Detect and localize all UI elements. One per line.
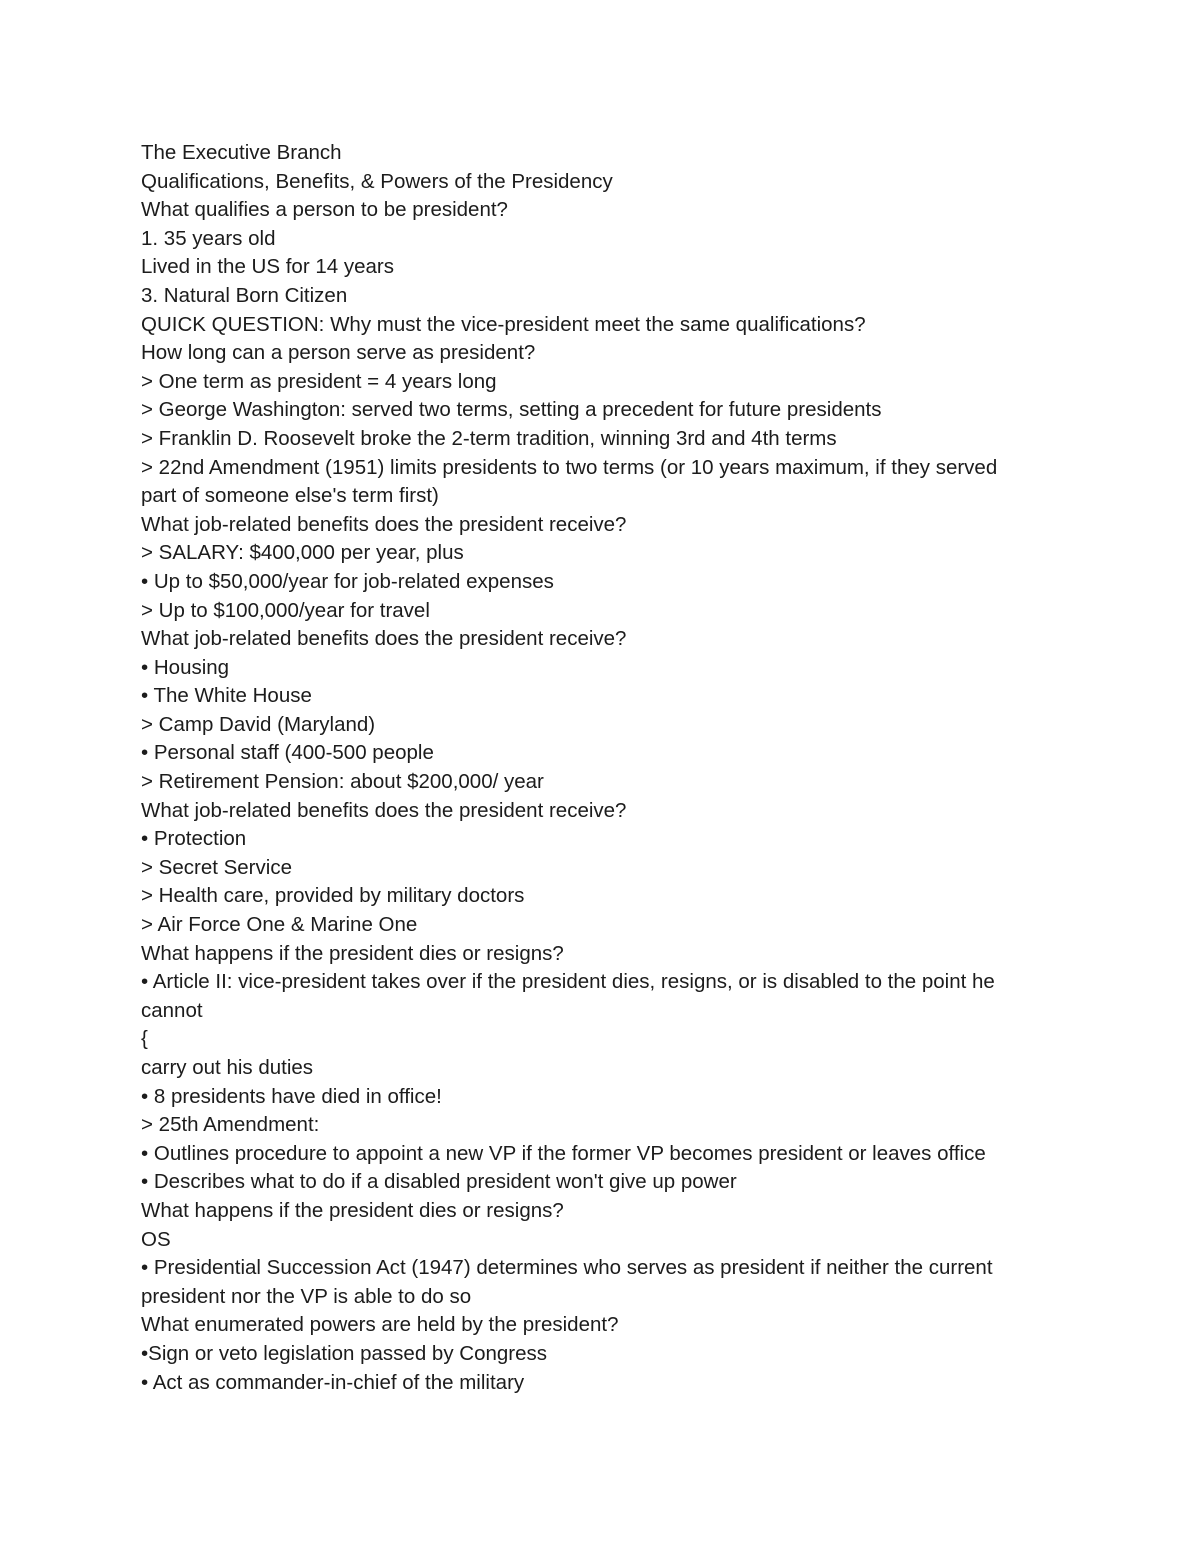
list-item-continuation: carry out his duties (141, 1056, 314, 1079)
list-item: > Camp David (Maryland) (141, 712, 376, 736)
list-item: > SALARY: $400,000 per year, plus (141, 541, 464, 565)
list-item: > Up to $100,000/year for travel (141, 598, 430, 622)
document-subtitle: Qualifications, Benefits, & Powers of the Presidency (141, 169, 613, 193)
list-item: • 8 presidents have died in office! (141, 1084, 442, 1108)
list-item: •Sign or veto legislation passed by Congress (141, 1341, 548, 1365)
list-item: Lived in the US for 14 years (141, 255, 394, 279)
list-item: • Housing (141, 655, 230, 679)
list-item: > Retirement Pension: about $200,000/ year (141, 770, 544, 794)
question-line: What job-related benefits does the president receive? (141, 798, 627, 822)
question-line: What job-related benefits does the president receive? (141, 627, 627, 651)
brace-line: { (141, 1027, 148, 1051)
question-line: What qualifies a person to be president? (141, 198, 508, 222)
list-item: 1. 35 years old (141, 226, 276, 250)
stray-text-line: OS (141, 1227, 171, 1251)
list-item: > Air Force One & Marine One (141, 913, 418, 937)
list-item: > 22nd Amendment (1951) limits presidents to two terms (or 10 years maximum, if they served (141, 455, 998, 479)
list-item: • Article II: vice-president takes over if the president dies, resigns, or is disabled to the point he (141, 970, 995, 994)
list-item: • The White House (141, 684, 312, 708)
list-item: > 25th Amendment: (141, 1113, 320, 1137)
list-item: > George Washington: served two terms, setting a precedent for future presidents (141, 398, 882, 422)
question-line: What happens if the president dies or resigns? (141, 1198, 564, 1222)
list-item: • Describes what to do if a disabled president won't give up power (141, 1170, 737, 1194)
list-item-continuation: cannot (141, 998, 203, 1022)
list-item-continuation: president nor the VP is able to do so (141, 1284, 472, 1308)
list-item-continuation: part of someone else's term first) (141, 484, 439, 508)
question-line: QUICK QUESTION: Why must the vice-president meet the same qualifications? (141, 312, 866, 336)
list-item: > Secret Service (141, 855, 292, 879)
list-item: • Outlines procedure to appoint a new VP if the former VP becomes president or leaves office (141, 1141, 986, 1165)
question-line: What enumerated powers are held by the president? (141, 1313, 619, 1337)
list-item: > One term as president = 4 years long (141, 369, 497, 393)
document-body (141, 139, 1061, 1397)
list-item: 3. Natural Born Citizen (141, 283, 348, 307)
list-item: • Presidential Succession Act (1947) determines who serves as president if neither the current (141, 1256, 993, 1280)
question-line: What job-related benefits does the president receive? (141, 512, 627, 536)
list-item: • Up to $50,000/year for job-related expenses (141, 569, 554, 593)
list-item: • Act as commander-in-chief of the military (141, 1370, 525, 1394)
question-line: How long can a person serve as president? (141, 341, 536, 365)
list-item: > Health care, provided by military doctors (141, 884, 525, 908)
document-title: The Executive Branch (141, 141, 342, 164)
list-item: • Personal staff (400-500 people (141, 741, 434, 765)
list-item: • Protection (141, 827, 247, 851)
list-item: > Franklin D. Roosevelt broke the 2-term tradition, winning 3rd and 4th terms (141, 426, 837, 450)
question-line: What happens if the president dies or resigns? (141, 941, 564, 965)
